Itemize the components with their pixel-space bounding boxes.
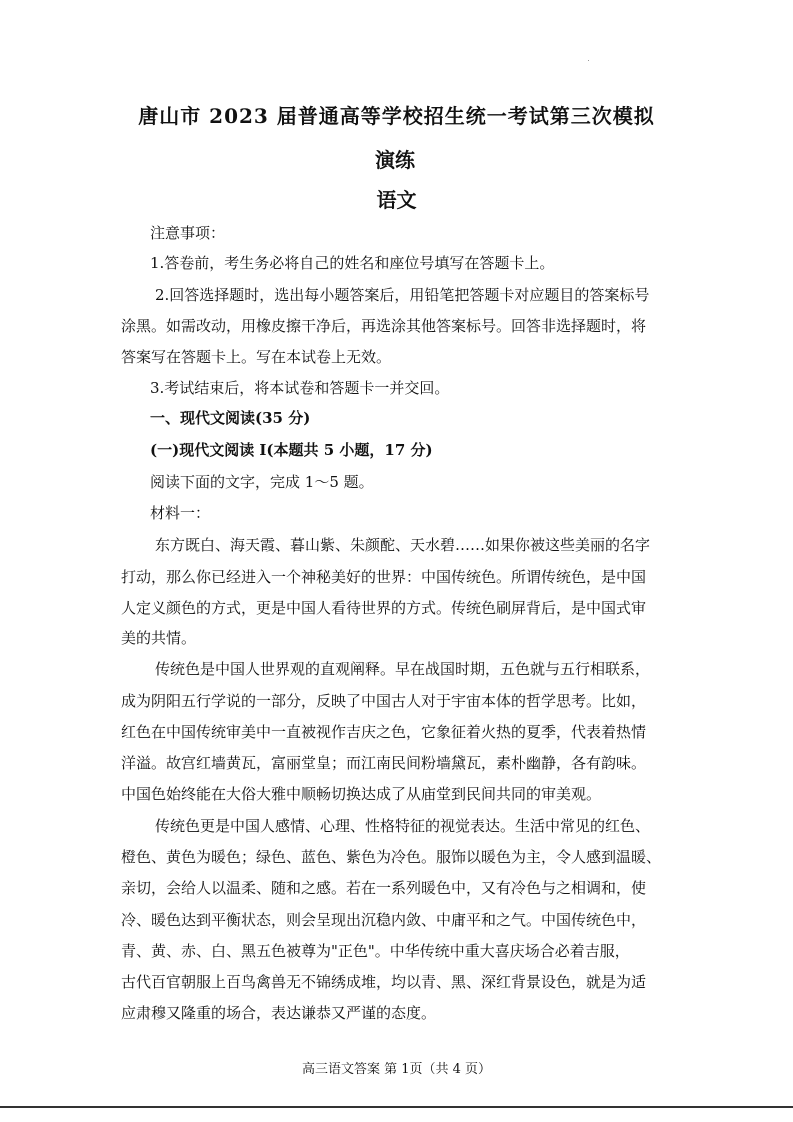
exam-title-line2: 演练 (375, 148, 415, 172)
passage-p3-line: 冷、暖色达到平衡状态，则会呈现出沉稳内敛、中庸平和之气。中国传统色中， (121, 911, 647, 929)
material-label: 材料一： (150, 504, 211, 522)
passage-p3-line: 青、黄、赤、白、黑五色被尊为"正色"。中华传统中重大喜庆场合必着吉服， (121, 942, 630, 960)
passage-p2-line: 洋溢。故宫红墙黄瓦，富丽堂皇；而江南民间粉墙黛瓦，素朴幽静，各有韵味。 (121, 754, 647, 772)
notice-item-2-line2: 涂黑。如需改动，用橡皮擦干净后，再选涂其他答案标号。回答非选择题时，将 (121, 317, 647, 335)
passage-p2-line: 成为阴阳五行学说的一部分，反映了中国古人对于宇宙本体的哲学思考。比如， (121, 692, 647, 710)
passage-p3-line: 亲切，会给人以温柔、随和之感。若在一系列暖色中，又有冷色与之相调和，使 (121, 879, 647, 897)
passage-p3-line: 传统色更是中国人感情、心理、性格特征的视觉表达。生活中常见的红色、 (155, 817, 651, 835)
passage-p2-line: 红色在中国传统审美中一直被视作吉庆之色，它象征着火热的夏季，代表着热情 (121, 723, 647, 741)
notice-item-2-line1: 2.回答选择题时，选出每小题答案后，用铅笔把答题卡对应题目的答案标号 (155, 286, 650, 304)
passage-p1-line: 东方既白、海天霞、暮山紫、朱颜酡、天水碧……如果你被这些美丽的名字 (155, 536, 651, 554)
passage-p1-line: 人定义颜色的方式，更是中国人看待世界的方式。传统色刷屏背后，是中国式审 (121, 599, 647, 617)
subject-title: 语文 (376, 188, 417, 212)
notice-item-1: 1.答卷前，考生务必将自己的姓名和座位号填写在答题卡上。 (150, 254, 555, 272)
passage-p3-line: 古代百官朝服上百鸟禽兽无不锦绣成堆，均以青、黑、深红背景设色，就是为适 (121, 973, 647, 991)
passage-p2-line: 传统色是中国人世界观的直观阐释。早在战国时期，五色就与五行相联系， (155, 660, 651, 678)
passage-p1-line: 美的共情。 (121, 629, 197, 647)
notice-item-2-line3: 答案写在答题卡上。写在本试卷上无效。 (121, 348, 392, 366)
section-heading-part1: 一、现代文阅读(35 分) (150, 409, 311, 427)
exam-title-line1: 唐山市 2023 届普通高等学校招生统一考试第三次模拟 (138, 104, 655, 128)
footer-divider (0, 1106, 793, 1108)
page-footer: 高三语文答案 第 1页（共 4 页） (301, 1062, 492, 1077)
passage-p1-line: 打动，那么你已经进入一个神秘美好的世界：中国传统色。所谓传统色，是中国 (121, 568, 647, 586)
subsection-heading: (一)现代文阅读 I(本题共 5 小题，17 分) (150, 441, 433, 459)
passage-p3-line: 应肃穆又隆重的场合，表达谦恭又严谨的态度。 (121, 1004, 437, 1022)
passage-p3-line: 橙色、黄色为暖色；绿色、蓝色、紫色为冷色。服饰以暖色为主，令人感到温暖、 (121, 848, 662, 866)
notice-item-3: 3.考试结束后，将本试卷和答题卡一并交回。 (150, 379, 450, 397)
passage-p2-line: 中国色始终能在大俗大雅中顺畅切换达成了从庙堂到民间共同的审美观。 (121, 785, 602, 803)
notice-heading: 注意事项： (150, 224, 226, 242)
reading-instruction: 阅读下面的文字，完成 1～5 题。 (150, 473, 374, 491)
scan-speck (588, 60, 589, 61)
